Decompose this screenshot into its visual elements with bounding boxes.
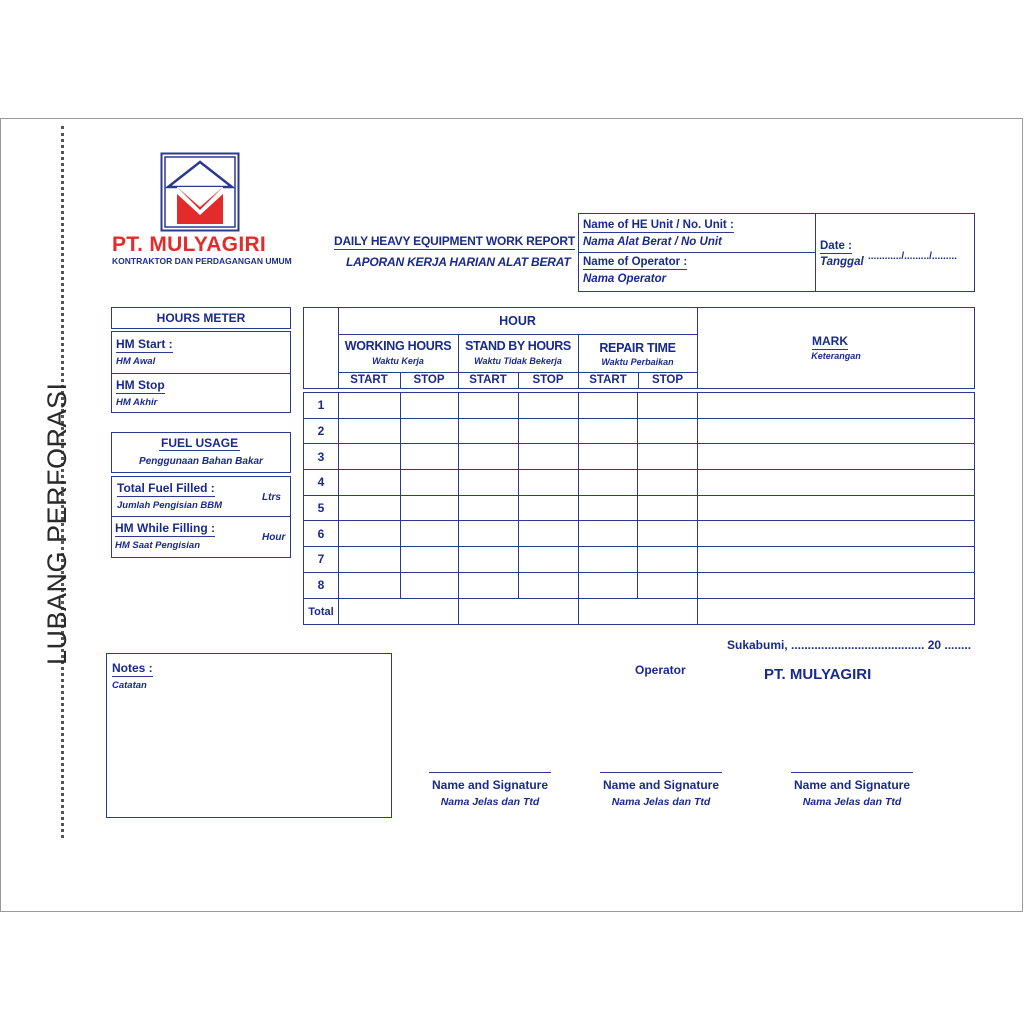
place-date: Sukabumi, ........................................ 20 ........ bbox=[727, 638, 972, 652]
mark-subtitle: Keterangan bbox=[811, 351, 861, 361]
working-stop-cell[interactable] bbox=[400, 495, 458, 521]
hm-filling-label: HM While Filling : bbox=[115, 521, 215, 535]
total-fuel-label: Total Fuel Filled : bbox=[117, 481, 215, 495]
working-start-cell[interactable] bbox=[338, 521, 400, 547]
signature-line bbox=[791, 772, 913, 773]
row-number: 6 bbox=[304, 521, 339, 547]
repair-time-title: REPAIR TIME bbox=[599, 341, 676, 355]
standby-stop-cell[interactable] bbox=[518, 572, 578, 598]
company-logo-icon bbox=[160, 152, 240, 232]
operator-label: Operator bbox=[635, 663, 686, 677]
repair-start-cell[interactable] bbox=[578, 495, 638, 521]
fuel-usage-title: FUEL USAGE bbox=[161, 436, 239, 450]
operator-name-field[interactable] bbox=[690, 268, 810, 286]
total-mark-cell[interactable] bbox=[698, 599, 975, 625]
hour-row bbox=[304, 572, 975, 598]
date-label: Date : bbox=[820, 240, 852, 252]
standby-start-cell[interactable] bbox=[458, 521, 518, 547]
total-working-cell[interactable] bbox=[338, 599, 458, 625]
unit-name-field[interactable] bbox=[720, 232, 810, 248]
repair-stop-cell[interactable] bbox=[638, 572, 698, 598]
repair-start-cell[interactable] bbox=[578, 393, 638, 419]
working-hours-subtitle: Waktu Kerja bbox=[372, 356, 424, 366]
operator-name-label: Name of Operator : bbox=[583, 256, 688, 268]
company-tagline: KONTRAKTOR DAN PERDAGANGAN UMUM bbox=[112, 256, 292, 266]
repair-start-cell[interactable] bbox=[578, 521, 638, 547]
row-number: 5 bbox=[304, 495, 339, 521]
working-stop-label: STOP bbox=[413, 374, 445, 386]
company-sign-label: PT. MULYAGIRI bbox=[764, 666, 872, 683]
repair-start-cell[interactable] bbox=[578, 418, 638, 444]
standby-hours-title: STAND BY HOURS bbox=[465, 339, 571, 353]
hm-stop-field[interactable] bbox=[180, 378, 285, 408]
repair-stop-cell[interactable] bbox=[638, 521, 698, 547]
hour-header: HOUR bbox=[499, 314, 536, 328]
standby-start-cell[interactable] bbox=[458, 572, 518, 598]
working-stop-cell[interactable] bbox=[400, 470, 458, 496]
hm-stop-label-id: HM Akhir bbox=[116, 397, 158, 408]
working-stop-cell[interactable] bbox=[400, 547, 458, 573]
date-label-id: Tanggal bbox=[820, 256, 864, 268]
working-start-cell[interactable] bbox=[338, 444, 400, 470]
standby-start-cell[interactable] bbox=[458, 444, 518, 470]
hour-row bbox=[304, 444, 975, 470]
working-start-cell[interactable] bbox=[338, 393, 400, 419]
standby-start-cell[interactable] bbox=[458, 495, 518, 521]
working-hours-title: WORKING HOURS bbox=[344, 339, 452, 353]
repair-stop-cell[interactable] bbox=[638, 444, 698, 470]
hm-stop-label: HM Stop bbox=[116, 378, 165, 392]
notes-label-id: Catatan bbox=[112, 680, 147, 691]
repair-start-cell[interactable] bbox=[578, 572, 638, 598]
standby-stop-cell[interactable] bbox=[518, 547, 578, 573]
company-name: PT. MULYAGIRI bbox=[112, 233, 267, 256]
hour-row bbox=[304, 495, 975, 521]
repair-stop-cell[interactable] bbox=[638, 393, 698, 419]
repair-start-cell[interactable] bbox=[578, 444, 638, 470]
working-stop-cell[interactable] bbox=[400, 521, 458, 547]
hour-table-body bbox=[303, 392, 975, 599]
notes-label: Notes : bbox=[112, 661, 153, 675]
repair-start-cell[interactable] bbox=[578, 547, 638, 573]
repair-start-cell[interactable] bbox=[578, 470, 638, 496]
hour-row bbox=[304, 470, 975, 496]
hour-row bbox=[304, 521, 975, 547]
hours-meter-title: HOURS METER bbox=[156, 311, 246, 325]
standby-start-cell[interactable] bbox=[458, 547, 518, 573]
hour-row bbox=[304, 547, 975, 573]
mark-cell[interactable] bbox=[698, 547, 975, 573]
working-start-cell[interactable] bbox=[338, 418, 400, 444]
standby-start-cell[interactable] bbox=[458, 393, 518, 419]
standby-hours-subtitle: Waktu Tidak Bekerja bbox=[474, 356, 562, 366]
hour-row bbox=[304, 418, 975, 444]
signature-label: Name and Signature bbox=[431, 778, 549, 792]
total-label: Total bbox=[304, 599, 339, 625]
mark-cell[interactable] bbox=[698, 495, 975, 521]
signature-label: Name and Signature bbox=[602, 778, 720, 792]
hm-unit-hour: Hour bbox=[262, 532, 286, 543]
signature-label-id: Nama Jelas dan Ttd bbox=[440, 796, 540, 808]
operator-name-label-id: Nama Operator bbox=[583, 273, 667, 285]
unit-name-label: Name of HE Unit / No. Unit : bbox=[583, 219, 734, 231]
total-fuel-label-id: Jumlah Pengisian BBM bbox=[117, 500, 223, 511]
mark-cell[interactable] bbox=[698, 470, 975, 496]
mark-cell[interactable] bbox=[698, 393, 975, 419]
mark-cell[interactable] bbox=[698, 572, 975, 598]
standby-stop-cell[interactable] bbox=[518, 470, 578, 496]
mark-cell[interactable] bbox=[698, 444, 975, 470]
working-start-cell[interactable] bbox=[338, 495, 400, 521]
hour-row bbox=[304, 393, 975, 419]
hm-start-label: HM Start : bbox=[116, 337, 173, 351]
signature-line bbox=[600, 772, 722, 773]
standby-start-label: START bbox=[469, 374, 507, 386]
hm-start-label-id: HM Awal bbox=[116, 356, 156, 367]
working-start-cell[interactable] bbox=[338, 547, 400, 573]
working-stop-cell[interactable] bbox=[400, 393, 458, 419]
fuel-usage-subtitle: Penggunaan Bahan Bakar bbox=[139, 456, 263, 467]
signature-label-id: Nama Jelas dan Ttd bbox=[802, 796, 902, 808]
signature-line bbox=[429, 772, 551, 773]
hm-filling-label-id: HM Saat Pengisian bbox=[115, 540, 200, 551]
repair-stop-cell[interactable] bbox=[638, 547, 698, 573]
working-stop-cell[interactable] bbox=[400, 444, 458, 470]
notes-box[interactable] bbox=[106, 653, 392, 818]
total-standby-cell[interactable] bbox=[458, 599, 578, 625]
repair-time-subtitle: Waktu Perbaikan bbox=[601, 357, 674, 367]
standby-stop-label: STOP bbox=[532, 374, 564, 386]
row-number: 3 bbox=[304, 444, 339, 470]
standby-stop-cell[interactable] bbox=[518, 495, 578, 521]
report-title-id: LAPORAN KERJA HARIAN ALAT BERAT bbox=[346, 255, 571, 269]
signature-label: Name and Signature bbox=[793, 778, 911, 792]
date-field[interactable]: ............/........./......... bbox=[868, 251, 957, 262]
row-number: 8 bbox=[304, 572, 339, 598]
working-stop-cell[interactable] bbox=[400, 418, 458, 444]
working-stop-cell[interactable] bbox=[400, 572, 458, 598]
row-number: 7 bbox=[304, 547, 339, 573]
mark-cell[interactable] bbox=[698, 418, 975, 444]
standby-stop-cell[interactable] bbox=[518, 521, 578, 547]
working-start-label: START bbox=[350, 374, 388, 386]
mark-cell[interactable] bbox=[698, 521, 975, 547]
standby-start-cell[interactable] bbox=[458, 470, 518, 496]
report-title: DAILY HEAVY EQUIPMENT WORK REPORT bbox=[334, 234, 575, 248]
row-number: 1 bbox=[304, 393, 339, 419]
row-number: 4 bbox=[304, 470, 339, 496]
repair-start-label: START bbox=[589, 374, 627, 386]
repair-stop-cell[interactable] bbox=[638, 418, 698, 444]
mark-title: MARK bbox=[812, 334, 848, 348]
signature-label-id: Nama Jelas dan Ttd bbox=[611, 796, 711, 808]
perforation-label: LUBANG PERFORASI bbox=[42, 382, 72, 665]
hm-start-field[interactable] bbox=[180, 338, 285, 368]
unit-name-label-id: Nama Alat Berat / No Unit bbox=[583, 236, 722, 248]
working-start-cell[interactable] bbox=[338, 470, 400, 496]
repair-stop-cell[interactable] bbox=[638, 470, 698, 496]
standby-start-cell[interactable] bbox=[458, 418, 518, 444]
working-start-cell[interactable] bbox=[338, 572, 400, 598]
total-repair-cell[interactable] bbox=[578, 599, 698, 625]
repair-stop-label: STOP bbox=[651, 374, 684, 386]
repair-stop-cell[interactable] bbox=[638, 495, 698, 521]
standby-stop-cell[interactable] bbox=[518, 444, 578, 470]
total-row bbox=[303, 598, 975, 625]
fuel-unit-ltrs: Ltrs bbox=[262, 492, 281, 503]
row-number: 2 bbox=[304, 418, 339, 444]
standby-stop-cell[interactable] bbox=[518, 418, 578, 444]
standby-stop-cell[interactable] bbox=[518, 393, 578, 419]
